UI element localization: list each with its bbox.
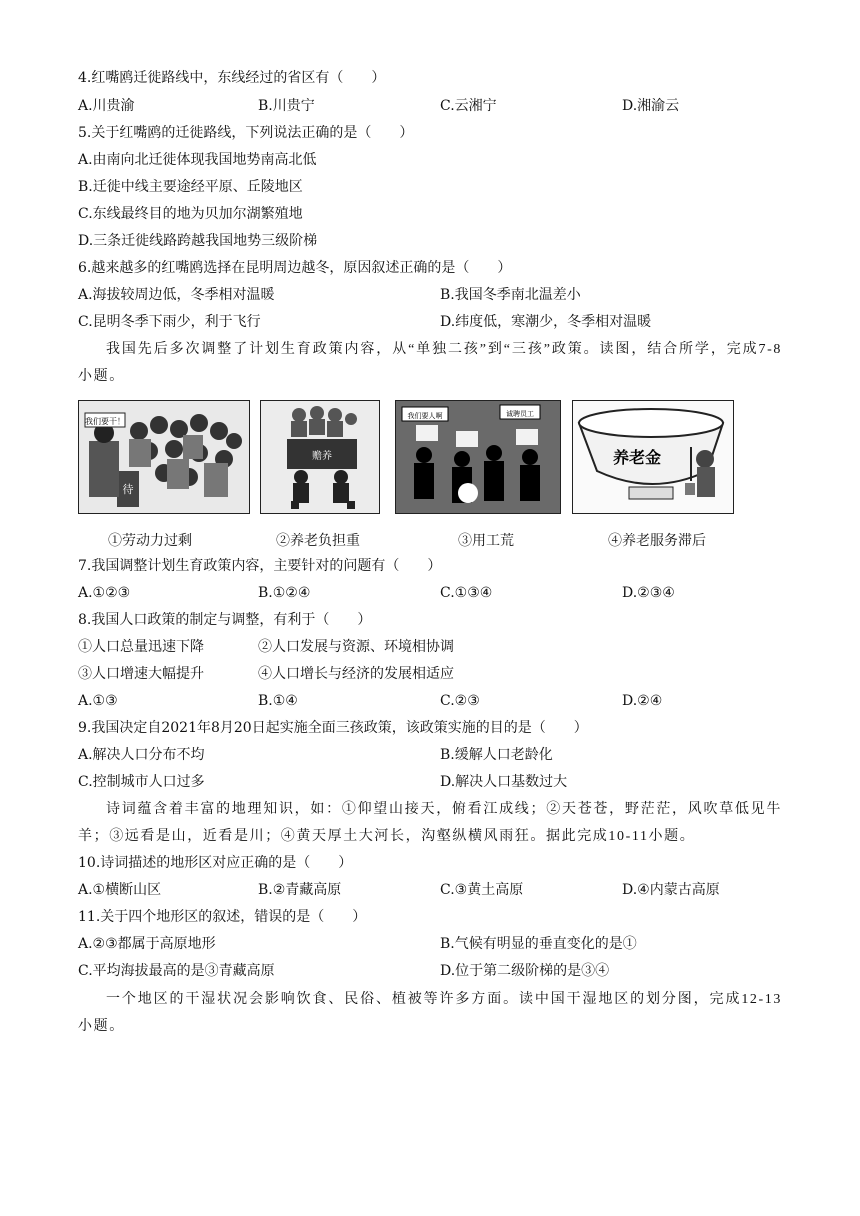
q8-stem: 8.我国人口政策的制定与调整，有利于（ ） (78, 612, 372, 628)
q8-item-1: ①人口总量迅速下降 (78, 639, 204, 655)
q8-option-b: B.①④ (258, 693, 298, 709)
crowd-illustration (79, 401, 249, 513)
q9-option-d: D.解决人口基数过大 (440, 774, 568, 790)
q8-option-d: D.②④ (622, 693, 663, 709)
q5-option-a: A.由南向北迁徙体现我国地势南高北低 (78, 152, 317, 168)
cartoon3-sign2: 诚聘员工 (506, 410, 534, 418)
q5-option-c: C.东线最终目的地为贝加尔湖繁殖地 (78, 206, 303, 222)
cartoon-elderly-service (572, 400, 734, 514)
q8-item-4: ④人口增长与经济的发展相适应 (258, 666, 454, 682)
cartoon-labor-surplus (78, 400, 250, 514)
caption-1: ①劳动力过剩 (108, 533, 192, 549)
q11-option-a: A.②③都属于高原地形 (78, 936, 216, 952)
cartoon3-sign1: 我们要人啊 (407, 412, 443, 420)
cartoon2-box: 赡养 (312, 451, 332, 462)
q5-stem: 5.关于红嘴鸥的迁徙路线，下列说法正确的是（ ） (78, 125, 414, 141)
q10-option-c: C.③黄土高原 (440, 882, 524, 898)
q11-option-c: C.平均海拔最高的是③青藏高原 (78, 963, 275, 979)
burden-illustration (261, 401, 379, 513)
q10-option-d: D.④内蒙古高原 (622, 882, 720, 898)
q4-option-d: D.湘渝云 (622, 98, 680, 114)
cartoon1-box: 待 (122, 483, 134, 496)
intro-12-13: 一个地区的干湿状况会影响饮食、民俗、植被等许多方面。读中国干湿地区的划分图，完成12-13小题。 (78, 992, 782, 1034)
intro-10-11: 诗词蕴含着丰富的地理知识，如：①仰望山接天，俯看江成线；②天苍苍，野茫茫，风吹草低见牛羊；③远看是山，近看是川；④黄天厚土大河长，沟壑纵横风雨狂。据此完成10-11小题。 (78, 802, 782, 844)
q11-option-d: D.位于第二级阶梯的是③④ (440, 963, 610, 979)
q4-option-c: C.云湘宁 (440, 98, 497, 114)
cartoon-labor-shortage (395, 400, 561, 514)
q4-option-b: B.川贵宁 (258, 98, 315, 114)
q7-option-d: D.②③④ (622, 585, 675, 601)
q9-option-c: C.控制城市人口过多 (78, 774, 205, 790)
q7-option-a: A.①②③ (78, 585, 131, 601)
q6-stem: 6.越来越多的红嘴鸥选择在昆明周边越冬，原因叙述正确的是（ ） (78, 260, 512, 276)
q10-option-a: A.①横断山区 (78, 882, 162, 898)
q9-option-a: A.解决人口分布不均 (78, 747, 205, 763)
hiring-illustration (396, 401, 560, 513)
cartoon4-bowl-label: 养老金 (612, 448, 662, 467)
q8-option-a: A.①③ (78, 693, 118, 709)
q6-option-c: C.昆明冬季下雨少，利于飞行 (78, 314, 261, 330)
q9-option-b: B.缓解人口老龄化 (440, 747, 553, 763)
q6-option-b: B.我国冬季南北温差小 (440, 287, 581, 303)
q10-stem: 10.诗词描述的地形区对应正确的是（ ） (78, 855, 353, 871)
q7-option-b: B.①②④ (258, 585, 311, 601)
pension-bowl-illustration (573, 401, 733, 513)
q6-option-d: D.纬度低，寒潮少，冬季相对温暖 (440, 314, 652, 330)
q7-stem: 7.我国调整计划生育政策内容，主要针对的问题有（ ） (78, 558, 442, 574)
q10-option-b: B.②青藏高原 (258, 882, 342, 898)
q7-option-c: C.①③④ (440, 585, 493, 601)
cartoon1-sign: 我们要干！ (85, 417, 125, 426)
q5-option-b: B.迁徙中线主要途经平原、丘陵地区 (78, 179, 303, 195)
q8-option-c: C.②③ (440, 693, 480, 709)
q8-item-2: ②人口发展与资源、环境相协调 (258, 639, 454, 655)
q4-option-a: A.川贵渝 (78, 98, 135, 114)
q6-option-a: A.海拔较周边低，冬季相对温暖 (78, 287, 275, 303)
intro-7-8: 我国先后多次调整了计划生育政策内容，从“单独二孩”到“三孩”政策。读图，结合所学，完成7-8小题。 (78, 342, 782, 384)
caption-4: ④养老服务滞后 (608, 533, 706, 549)
caption-3: ③用工荒 (458, 533, 514, 549)
q5-option-d: D.三条迁徙线路跨越我国地势三级阶梯 (78, 233, 318, 249)
q9-stem: 9.我国决定自2021年8月20日起实施全面三孩政策，该政策实施的目的是（ ） (78, 720, 588, 736)
q11-stem: 11.关于四个地形区的叙述，错误的是（ ） (78, 909, 367, 925)
q11-option-b: B.气候有明显的垂直变化的是① (440, 936, 637, 952)
cartoon-elderly-burden (260, 400, 380, 514)
q4-stem: 4.红嘴鸥迁徙路线中，东线经过的省区有（ ） (78, 70, 386, 86)
caption-2: ②养老负担重 (276, 533, 360, 549)
q8-item-3: ③人口增速大幅提升 (78, 666, 204, 682)
